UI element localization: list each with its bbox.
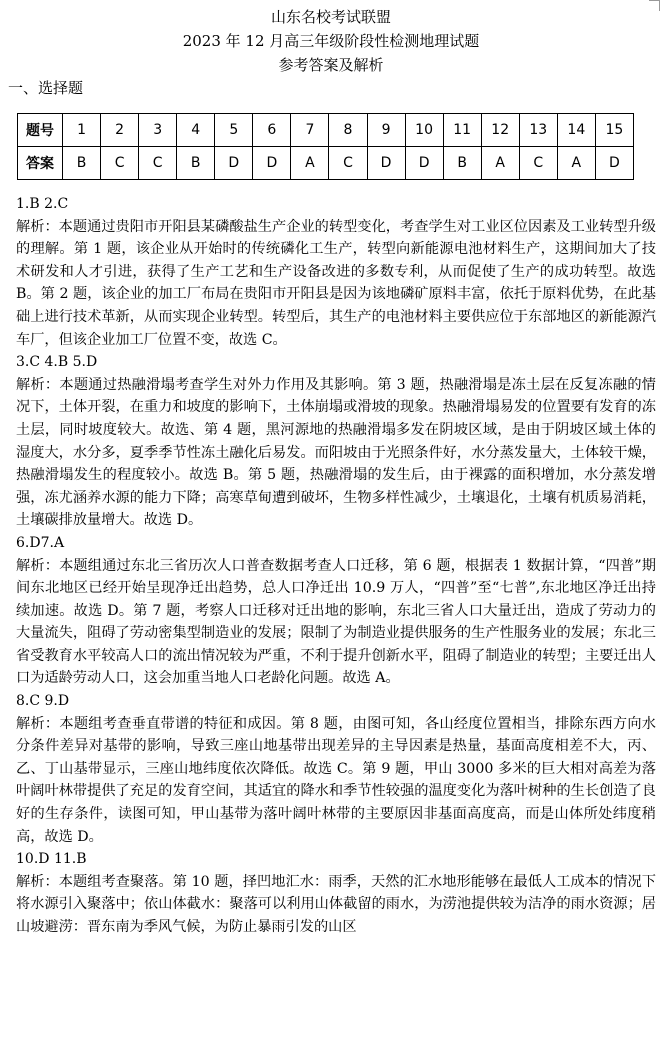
question-number-cell: 6 <box>253 114 291 147</box>
answer-line-8-9: 8.C 9.D <box>16 693 70 710</box>
explanation-10-11: 解析：本题组考查聚落。第 10 题，择凹地汇水：雨季，天然的汇水地形能够在最低人工成本的情况下将水源引入聚落中；依山体截水：聚落可以利用山体截留的雨水，为涝池提供较为洁净的雨水资源；居山坡避涝：晋东南为季风气候，为防止暴雨引发的山区 <box>16 873 656 935</box>
answer-cell: A <box>291 147 329 180</box>
answer-cell: C <box>101 147 139 180</box>
question-number-cell: 4 <box>177 114 215 147</box>
answer-cell: D <box>595 147 633 180</box>
answer-cell: D <box>215 147 253 180</box>
question-number-cell: 2 <box>101 114 139 147</box>
answer-cell: C <box>519 147 557 180</box>
answer-cell: D <box>253 147 291 180</box>
answer-cell: C <box>139 147 177 180</box>
exam-title: 山东名校考试联盟 <box>270 8 391 26</box>
answer-line-10-11: 10.D 11.B <box>16 851 87 868</box>
question-number-row <box>18 114 634 147</box>
answer-cell: A <box>481 147 519 180</box>
question-number-cell: 8 <box>329 114 367 147</box>
answer-cell: B <box>443 147 481 180</box>
answer-line-6-7: 6.D7.A <box>16 534 65 551</box>
answer-cell: A <box>557 147 595 180</box>
explanations <box>16 193 656 939</box>
answer-line-3-5: 3.C 4.B 5.D <box>16 354 98 371</box>
exam-subtitle: 2023 年 12 月高三年级阶段性检测地理试题 <box>182 32 480 50</box>
explanation-8-9: 解析：本题组考查垂直带谱的特征和成因。第 8 题，由图可知，各山经度位置相当，排除东西方向水分条件差异对基带的影响，导致三座山地基带出现差异的主导因素是热量，基面高度相差不大，丙、乙、丁山基带显示，三座山地纬度依次降低。故选 C。第 9 题，甲山 3000 多米的巨大相对高差为落叶阔叶林带提供了充足的发育空间，其适宜的降水和季节性较强的温度变化为落叶树种的生长创造了良好的生存条件，读图可知，甲山基带为落叶阔叶林带的主要原因非基面高度高，而是山体所处纬度稍高，故选 D。 <box>16 715 656 845</box>
section-title: 一、选择题 <box>8 79 84 97</box>
question-number-cell: 9 <box>367 114 405 147</box>
row-label-answer: 答案 <box>18 147 63 180</box>
answer-cell: D <box>367 147 405 180</box>
question-number-cell: 1 <box>63 114 101 147</box>
question-number-cell: 10 <box>405 114 443 147</box>
answer-cell: B <box>177 147 215 180</box>
question-number-cell: 13 <box>519 114 557 147</box>
answer-cell: D <box>405 147 443 180</box>
question-number-cell: 7 <box>291 114 329 147</box>
question-number-cell: 12 <box>481 114 519 147</box>
answer-cell: B <box>63 147 101 180</box>
answer-key-title: 参考答案及解析 <box>278 56 384 74</box>
answer-cell: C <box>329 147 367 180</box>
question-number-cell: 15 <box>595 114 633 147</box>
explanation-3-5: 解析：本题通过热融滑塌考查学生对外力作用及其影响。第 3 题，热融滑塌是冻土层在反复冻融的情况下，土体开裂，在重力和坡度的影响下，土体崩塌或滑坡的现象。热融滑塌易发的位置要有发育的冻土层，同时坡度较大。故选、第 4 题，黑河源地的热融滑塌多发在阴坡区域，是由于阴坡区域土体的湿度大，水分多，夏季季节性冻土融化后易发。而阳坡由于光照条件好，水分蒸发量大，土体较干燥，热融滑塌发生的程度较小。故选 B。第 5 题，热融滑塌的发生后，由于裸露的面积增加，水分蒸发增强，冻尤涵养水源的能力下降；高寒草甸遭到破坏，生物多样性减少，土壤退化，土壤有机质易消耗，土壤碳排放量增大。故选 D。 <box>16 376 656 529</box>
question-number-cell: 14 <box>557 114 595 147</box>
explanation-1-2: 解析：本题通过贵阳市开阳县某磷酸盐生产企业的转型变化，考查学生对工业区位因素及工业转型升级的理解。第 1 题，该企业从开始时的传统磷化工生产，转型向新能源电池材料生产，这期间加大了技术研发和人才引进，获得了生产工艺和生产设备改进的多数专利，从而促使了生产的成功转型。故选 B。第 2 题，该企业的加工厂布局在贵阳市开阳县是因为该地磷矿原料丰富，依托于原料优势，在此基础上进行技术革新，从而实现企业转型。转型后，其生产的电池材料主要供应位于东部地区的新能源汽车厂，但该企业加工厂位置不变，故选 C。 <box>16 218 656 348</box>
answer-row <box>18 147 634 180</box>
answer-line-1-2: 1.B 2.C <box>16 196 69 212</box>
row-label-number: 题号 <box>18 114 63 147</box>
answer-table <box>17 113 634 180</box>
question-number-cell: 5 <box>215 114 253 147</box>
explanation-6-7: 解析：本题组通过东北三省历次人口普查数据考查人口迁移，第 6 题，根据表 1 数据计算，“四普”期间东北地区已经开始呈现净迁出趋势，总人口净迁出 10.9 万人，“四普”至“七普”,东北地区净迁出持续加速。故选 D。第 7 题，考察人口迁移对迁出地的影响，东北三省人口大量迁出，造成了劳动力的大量流失，阻碍了劳动密集型制造业的发展；限制了为制造业提供服务的生产性服务业的发展；东北三省受教育水平较高人口的流出情况较为严重，不利于提升创新水平，阻碍了制造业的转型；主要迁出人口为适龄劳动人口，这会加重当地人口老龄化问题。故选 A。 <box>16 557 656 687</box>
question-number-cell: 11 <box>443 114 481 147</box>
question-number-cell: 3 <box>139 114 177 147</box>
